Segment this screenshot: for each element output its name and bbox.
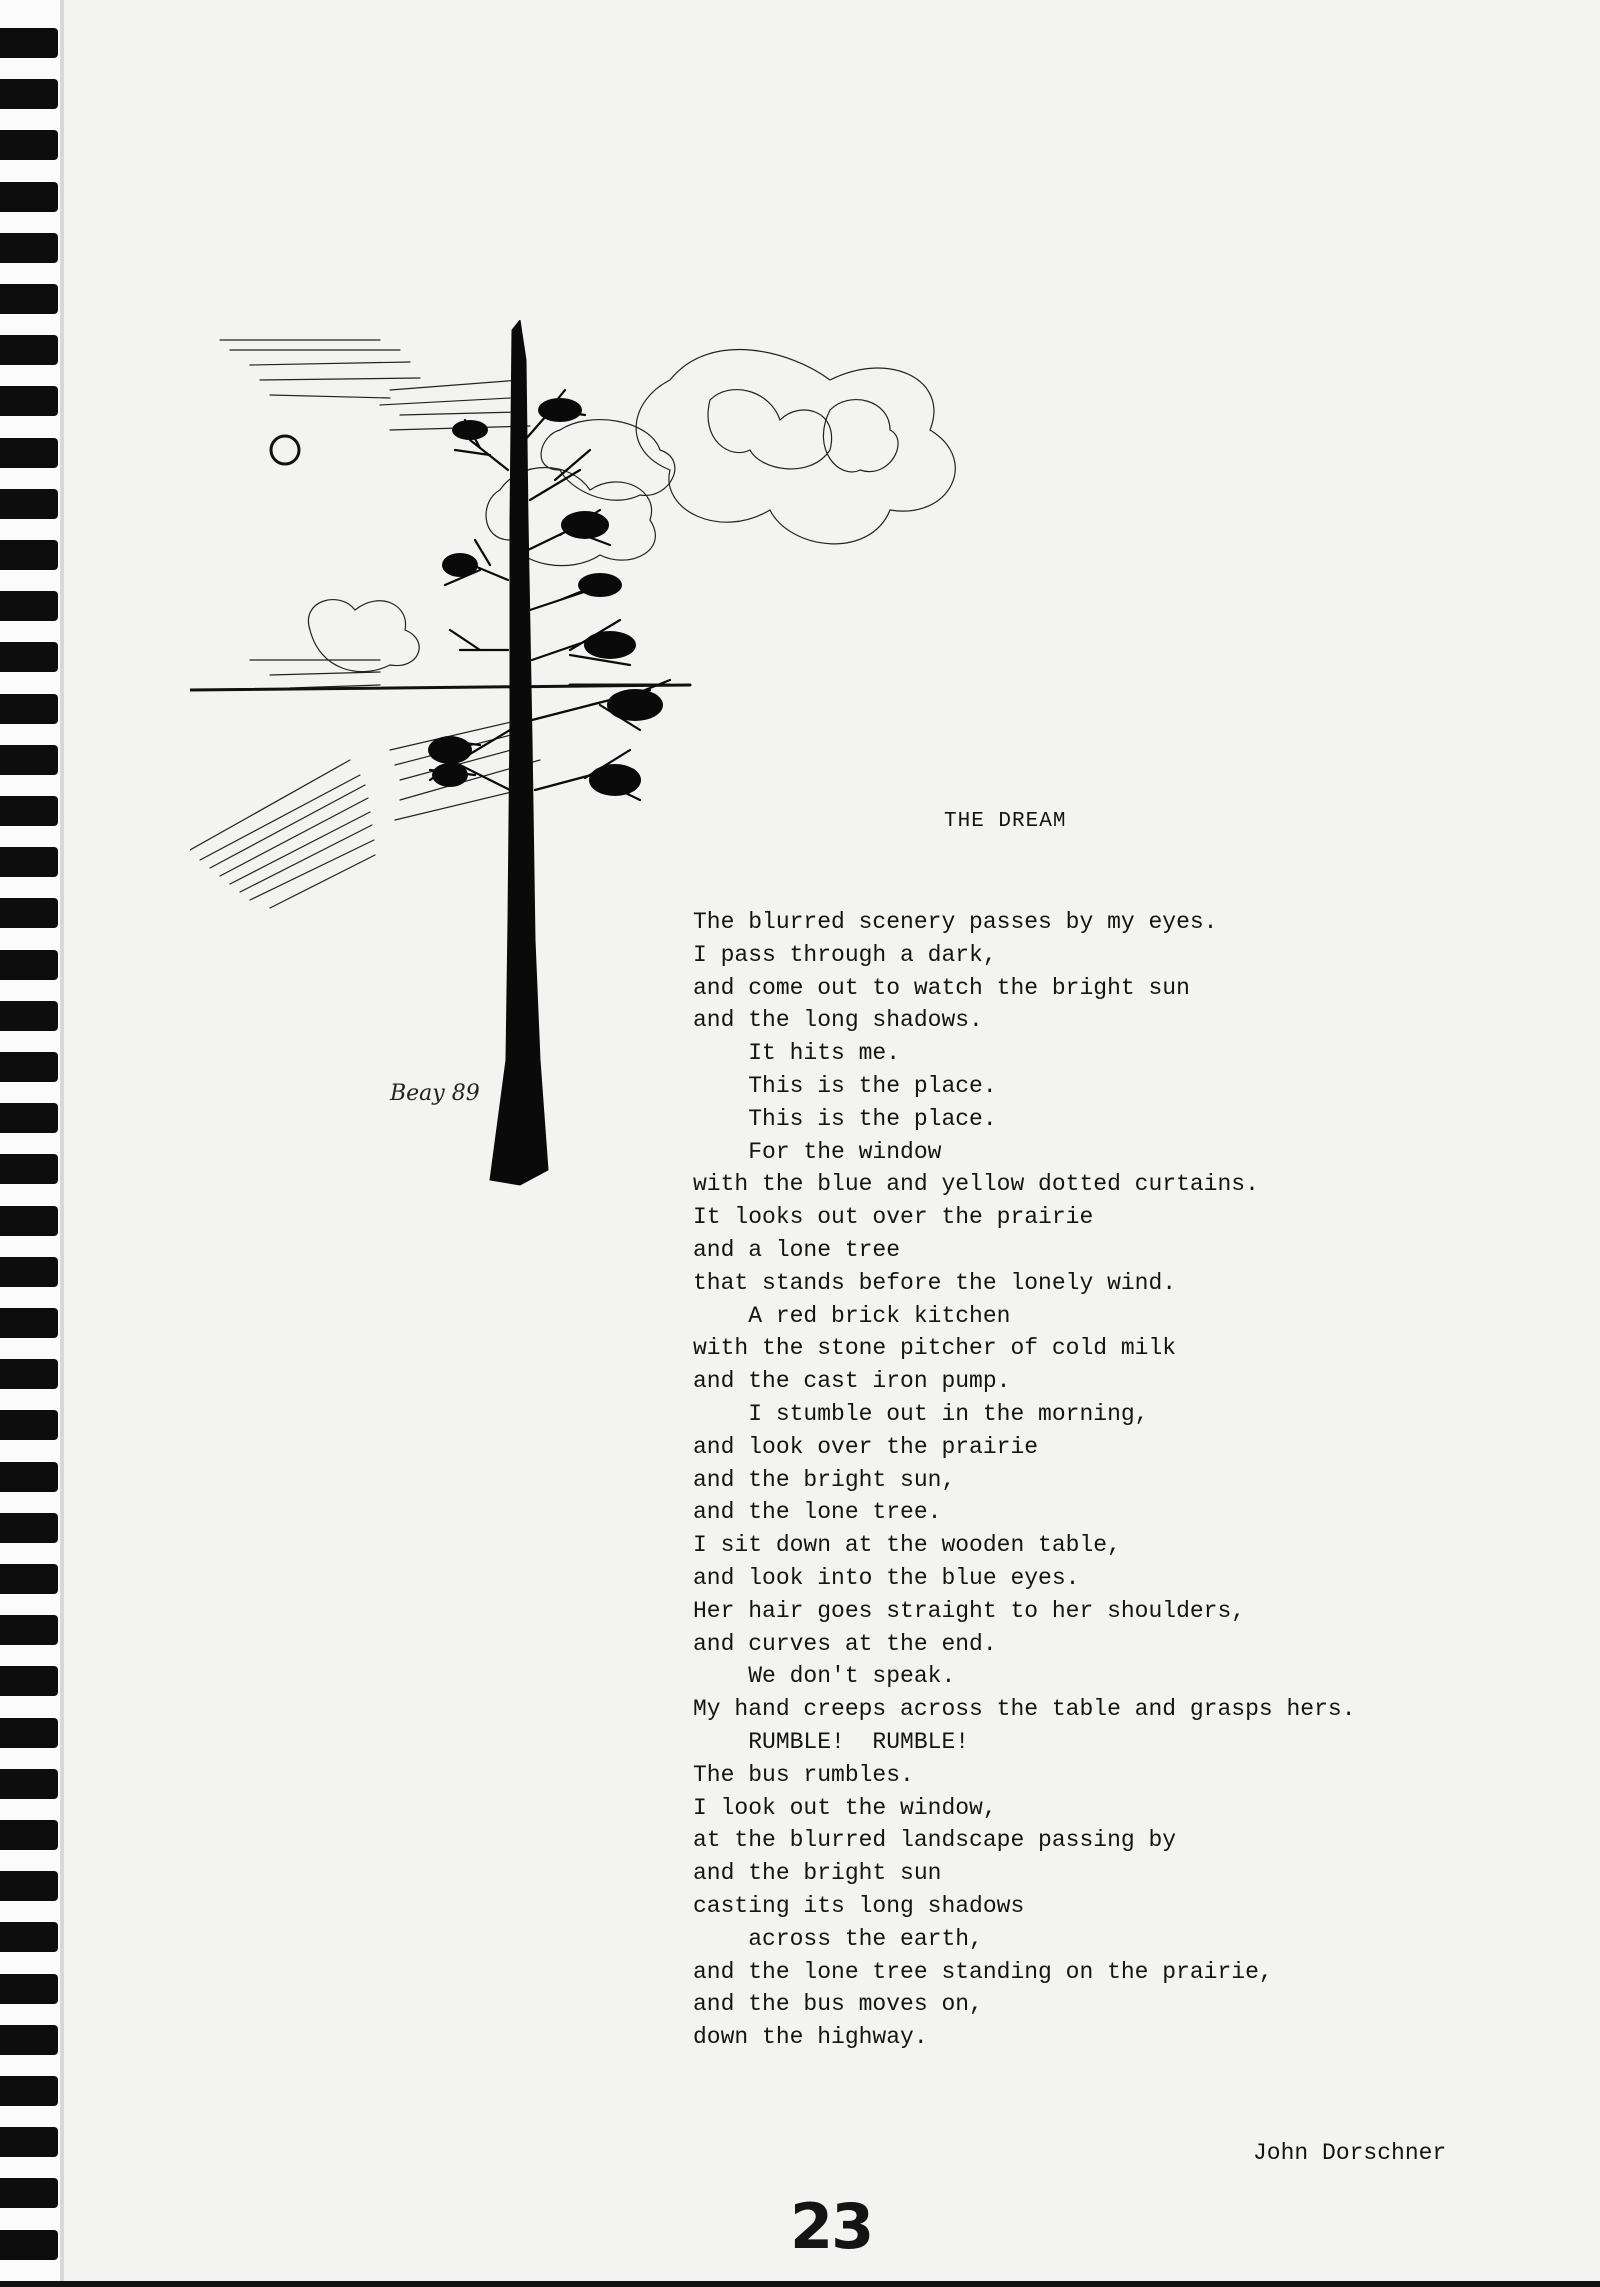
binding-hole: [0, 386, 58, 416]
poem-line: that stands before the lonely wind.: [693, 1269, 1177, 1296]
binding-hole: [0, 540, 58, 570]
binding-hole: [0, 1769, 58, 1799]
binding-hole: [0, 2127, 58, 2157]
binding-hole: [0, 796, 58, 826]
binding-hole: [0, 1257, 58, 1287]
poem-line: Her hair goes straight to her shoulders,: [693, 1597, 1246, 1624]
binding-hole: [0, 642, 58, 672]
binding-hole: [0, 335, 58, 365]
binding-hole: [0, 2025, 58, 2055]
binding-hole: [0, 1308, 58, 1338]
binding-hole: [0, 1103, 58, 1133]
poem-line: and the bus moves on,: [693, 1991, 983, 2018]
binding-hole: [0, 1359, 58, 1389]
poem-line: and look over the prairie: [693, 1433, 1039, 1460]
spiral-binding: [0, 0, 62, 2287]
poem-line: For the window: [693, 1138, 942, 1165]
poem-line: I stumble out in the morning,: [693, 1400, 1149, 1427]
binding-hole: [0, 2076, 58, 2106]
binding-hole: [0, 1615, 58, 1645]
binding-hole: [0, 182, 58, 212]
binding-hole: [0, 2230, 58, 2260]
poem-line: and the long shadows.: [693, 1007, 983, 1034]
poem-line: across the earth,: [693, 1925, 983, 1952]
poem-line: and curves at the end.: [693, 1630, 997, 1657]
poem-line: casting its long shadows: [693, 1892, 1025, 1919]
binding-hole: [0, 1001, 58, 1031]
poem-line: down the highway.: [693, 2024, 928, 2051]
binding-hole: [0, 1820, 58, 1850]
poem-line: and look into the blue eyes.: [693, 1564, 1080, 1591]
page-number: 23: [790, 2190, 873, 2263]
poem-author: John Dorschner: [1253, 2140, 1447, 2166]
poem-line: The bus rumbles.: [693, 1761, 914, 1788]
binding-hole: [0, 898, 58, 928]
binding-hole: [0, 950, 58, 980]
poem-line: I sit down at the wooden table,: [693, 1532, 1121, 1559]
artist-signature: Beay 89: [390, 1081, 480, 1106]
poem-line: and the bright sun: [693, 1860, 942, 1887]
poem-line: and the cast iron pump.: [693, 1368, 1011, 1395]
poem-line: and the lone tree.: [693, 1499, 942, 1526]
poem-line: I pass through a dark,: [693, 941, 997, 968]
poem-line: and the lone tree standing on the prairie,: [693, 1958, 1273, 1985]
poem-line: My hand creeps across the table and grasps hers.: [693, 1696, 1356, 1723]
poem-line: I look out the window,: [693, 1794, 997, 1821]
binding-hole: [0, 1666, 58, 1696]
binding-hole: [0, 489, 58, 519]
binding-hole: [0, 591, 58, 621]
binding-hole: [0, 1564, 58, 1594]
poem-line: This is the place.: [693, 1072, 997, 1099]
binding-hole: [0, 694, 58, 724]
page-bottom-edge: [0, 2281, 1600, 2287]
binding-hole: [0, 233, 58, 263]
poem-line: and the bright sun,: [693, 1466, 956, 1493]
poem-line: It looks out over the prairie: [693, 1204, 1094, 1231]
binding-hole: [0, 2178, 58, 2208]
binding-hole: [0, 1718, 58, 1748]
binding-hole: [0, 79, 58, 109]
binding-hole: [0, 1513, 58, 1543]
binding-hole: [0, 284, 58, 314]
binding-hole: [0, 438, 58, 468]
poem-title: THE DREAM: [944, 810, 1067, 833]
binding-hole: [0, 1052, 58, 1082]
binding-hole: [0, 1410, 58, 1440]
binding-hole: [0, 1974, 58, 2004]
binding-hole: [0, 28, 58, 58]
binding-hole: [0, 847, 58, 877]
poem-line: with the blue and yellow dotted curtains.: [693, 1171, 1259, 1198]
page-edge: [60, 0, 64, 2287]
poem-line: RUMBLE! RUMBLE!: [693, 1728, 970, 1755]
binding-hole: [0, 1922, 58, 1952]
poem-line: The blurred scenery passes by my eyes.: [693, 909, 1218, 935]
poem-line: and come out to watch the bright sun: [693, 974, 1190, 1001]
binding-hole: [0, 1871, 58, 1901]
binding-hole: [0, 745, 58, 775]
poem-line: with the stone pitcher of cold milk: [693, 1335, 1177, 1362]
poem-line: and a lone tree: [693, 1236, 901, 1263]
binding-hole: [0, 1462, 58, 1492]
binding-hole: [0, 1206, 58, 1236]
binding-hole: [0, 1154, 58, 1184]
poem-body: [693, 906, 1513, 2054]
binding-hole: [0, 130, 58, 160]
poem-line: This is the place.: [693, 1105, 997, 1132]
poem-line: A red brick kitchen: [693, 1302, 1011, 1329]
poem-line: It hits me.: [693, 1040, 901, 1067]
poem-line: We don't speak.: [693, 1663, 956, 1690]
poem-line: at the blurred landscape passing by: [693, 1827, 1177, 1854]
